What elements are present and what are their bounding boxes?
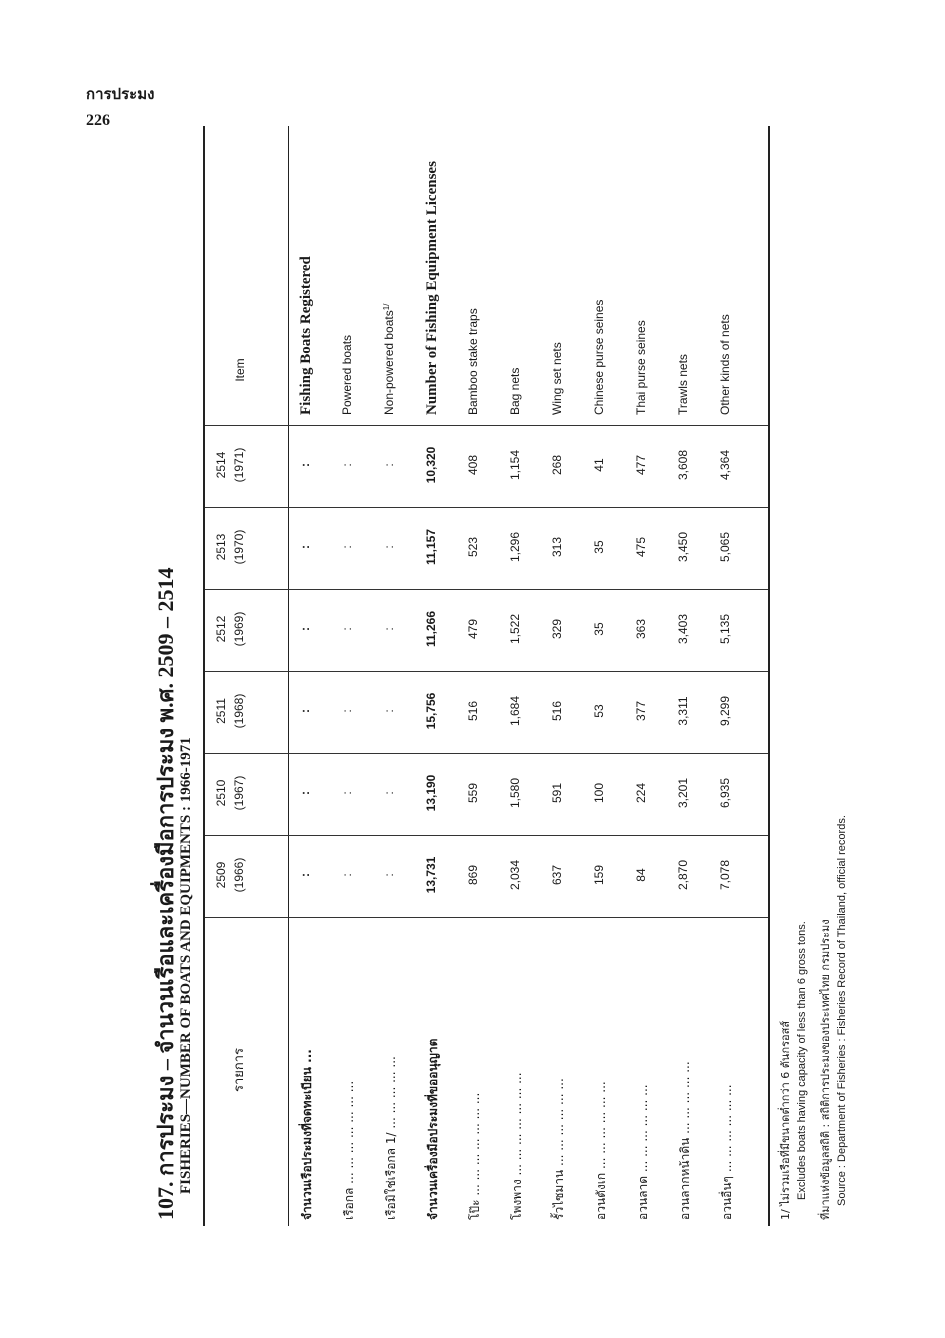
table-cell: 5,135 bbox=[718, 613, 732, 645]
table-cell: 35 bbox=[592, 540, 606, 554]
table-cell: : bbox=[340, 709, 354, 713]
row-label-en-text: Bag nets bbox=[508, 367, 522, 415]
year-ce: (1966) bbox=[232, 857, 246, 893]
row-label-en-text: Non-powered boats bbox=[382, 310, 396, 415]
table-cell: : bbox=[340, 463, 354, 467]
table-cell: 2,034 bbox=[508, 859, 522, 891]
row-label-en bbox=[676, 354, 690, 415]
year-header bbox=[212, 589, 248, 669]
table-cell: 408 bbox=[466, 454, 480, 476]
row-label-en-text: Thai purse seines bbox=[634, 320, 648, 415]
table-cell: 377 bbox=[634, 700, 648, 722]
year-header bbox=[212, 753, 248, 833]
row-label-en-text: Fishing Boats Registered bbox=[298, 256, 314, 415]
table-cell: 329 bbox=[550, 618, 564, 640]
table-cell: 475 bbox=[634, 536, 648, 558]
row-label-en bbox=[340, 335, 354, 415]
table-row bbox=[340, 150, 388, 1250]
row-label-en-text: Trawls nets bbox=[676, 354, 690, 415]
year-ce: (1967) bbox=[232, 775, 246, 811]
year-ce: (1971) bbox=[232, 447, 246, 483]
table-cell: 5,065 bbox=[718, 531, 732, 563]
row-label-en-text: Wing set nets bbox=[550, 342, 564, 415]
row-label-en bbox=[718, 314, 732, 415]
row-label-th: รั้วไซมาน ... ... ... ... ... ... bbox=[552, 1078, 566, 1220]
row-label-en-text: Other kinds of nets bbox=[718, 314, 732, 415]
table-cell: 13,190 bbox=[424, 774, 438, 812]
table-cell: : bbox=[382, 709, 396, 713]
row-label-th: จำนวนเครื่องมือประมงที่ขออนุญาต bbox=[426, 1038, 440, 1220]
row-label-th: อวนลากหน้าดิน ... ... ... ... ... bbox=[678, 1061, 692, 1220]
table-cell: 4,364 bbox=[718, 449, 732, 481]
table-cell: 869 bbox=[466, 864, 480, 886]
top-rule bbox=[203, 126, 205, 1226]
year-be: 2512 bbox=[214, 615, 228, 643]
table-row bbox=[298, 150, 346, 1250]
footnote-en: Excludes boats having capacity of less than 6 gross tons. bbox=[796, 921, 808, 1200]
table-row bbox=[634, 150, 682, 1250]
year-be: 2510 bbox=[214, 779, 228, 807]
table-cell: 84 bbox=[634, 868, 648, 882]
table-cell: 2,870 bbox=[676, 859, 690, 891]
year-be: 2513 bbox=[214, 533, 228, 561]
row-label-en-text: Number of Fishing Equipment Licenses bbox=[424, 161, 440, 415]
table-cell: : bbox=[340, 873, 354, 877]
year-ce: (1969) bbox=[232, 611, 246, 647]
table-cell: 13,731 bbox=[424, 856, 438, 894]
year-header bbox=[212, 425, 248, 505]
table-cell: : bbox=[340, 791, 354, 795]
table-cell: 1,296 bbox=[508, 531, 522, 563]
row-label-en bbox=[466, 308, 480, 415]
year-header bbox=[212, 835, 248, 915]
table-cell: 313 bbox=[550, 536, 564, 558]
table-cell: 3,450 bbox=[676, 531, 690, 563]
table-cell: 268 bbox=[550, 454, 564, 476]
table-cell: 15,756 bbox=[424, 692, 438, 730]
year-ce: (1970) bbox=[232, 529, 246, 565]
year-be: 2509 bbox=[214, 861, 228, 889]
table-cell: 3,311 bbox=[676, 696, 690, 726]
row-label-en-text: Bamboo stake traps bbox=[466, 308, 480, 415]
row-label-en-text: Chinese purse seines bbox=[592, 299, 606, 415]
table-cell: : bbox=[382, 627, 396, 631]
source-th: ที่มาแห่งข้อมูลสถิติ : สถิติการประมงของประเทศไทย กรมประมง bbox=[819, 919, 832, 1220]
table-cell: 9,299 bbox=[718, 695, 732, 727]
table-cell: 53 bbox=[592, 704, 606, 718]
row-label-th: โป๊ะ ... ... ... ... ... ... ... bbox=[468, 1092, 482, 1220]
year-header bbox=[212, 507, 248, 587]
table-cell: 7,078 bbox=[718, 859, 732, 891]
footnote-th: 1/ ไม่รวมเรือที่มีขนาดต่ำกว่า 6 ตันกรอสส์ bbox=[779, 1020, 792, 1220]
table-cell: 10,320 bbox=[424, 446, 438, 484]
page-number: 226 bbox=[86, 112, 110, 129]
table-row bbox=[508, 150, 556, 1250]
row-label-th: อวนตังเก ... ... ... ... ... ... bbox=[594, 1081, 608, 1220]
table-cell: 3,201 bbox=[676, 777, 690, 809]
table-cell: 1,154 bbox=[508, 449, 522, 481]
table-cell: 559 bbox=[466, 782, 480, 804]
row-label-th: อวนลาด ... ... ... ... ... ... bbox=[636, 1084, 650, 1220]
table-cell: 1,522 bbox=[508, 613, 522, 645]
row-label-en bbox=[550, 342, 564, 415]
footnote-marker: 1/ bbox=[382, 303, 391, 311]
table-cell: 591 bbox=[550, 782, 564, 804]
table-cell: : bbox=[298, 709, 312, 713]
table-number: 107. bbox=[153, 1181, 178, 1220]
rotated-table-block bbox=[148, 161, 848, 1250]
table-row bbox=[382, 150, 430, 1250]
item-header-en: Item bbox=[233, 358, 247, 382]
table-cell: 479 bbox=[466, 618, 480, 640]
table-cell: 159 bbox=[592, 864, 606, 886]
table-cell: 35 bbox=[592, 622, 606, 636]
table-row bbox=[466, 150, 514, 1250]
table-cell: : bbox=[382, 545, 396, 549]
table-cell: 224 bbox=[634, 782, 648, 804]
table-row bbox=[424, 150, 472, 1250]
row-label-th: โพงพาง ... ... ... ... ... ... ... bbox=[510, 1072, 524, 1220]
table-cell: 41 bbox=[592, 458, 606, 472]
header-rule bbox=[288, 126, 289, 1226]
row-label-en bbox=[298, 256, 315, 415]
table-cell: : bbox=[382, 791, 396, 795]
table-row bbox=[676, 150, 724, 1250]
year-be: 2514 bbox=[214, 451, 228, 479]
row-label-en bbox=[508, 368, 522, 415]
section-header: การประมง bbox=[86, 87, 155, 103]
table-cell: 100 bbox=[592, 782, 606, 804]
table-cell: : bbox=[340, 545, 354, 549]
row-label-th: จำนวนเรือประมงที่จดทะเบียน ... bbox=[300, 1049, 314, 1220]
table-row bbox=[718, 150, 766, 1250]
table-row bbox=[550, 150, 598, 1250]
table-cell: 1,580 bbox=[508, 777, 522, 809]
table-cell: 516 bbox=[466, 700, 480, 722]
row-label-en-text: Powered boats bbox=[340, 334, 354, 415]
bottom-rule bbox=[768, 126, 770, 1226]
row-label-th: เรือกล ... ... ... ... ... ... ... bbox=[342, 1080, 356, 1220]
table-title-th-text: การประมง – จำนวนเรือและเครื่องมือการประมง พ.ศ. 2509 – 2514 bbox=[153, 567, 178, 1176]
table-cell: 3,403 bbox=[676, 613, 690, 645]
row-label-en bbox=[382, 304, 396, 415]
table-cell: 523 bbox=[466, 536, 480, 558]
table-cell: 3,608 bbox=[676, 449, 690, 481]
source-en: Source : Department of Fisheries : Fisheries Record of Thailand, official records. bbox=[836, 815, 848, 1206]
table-row bbox=[592, 150, 640, 1250]
table-cell: : bbox=[298, 463, 312, 467]
table-cell: 363 bbox=[634, 618, 648, 640]
year-ce: (1968) bbox=[232, 693, 246, 729]
table-cell: : bbox=[298, 791, 312, 795]
table-cell: : bbox=[298, 545, 312, 549]
row-label-en bbox=[592, 300, 606, 415]
row-label-th: เรือมิใช่เรือกล 1/ ... ... ... ... ... bbox=[384, 1056, 398, 1220]
table-cell: : bbox=[382, 873, 396, 877]
table-cell: : bbox=[382, 463, 396, 467]
table-cell: 1,684 bbox=[508, 695, 522, 727]
table-cell: : bbox=[340, 627, 354, 631]
table-cell: : bbox=[298, 873, 312, 877]
item-header-th: รายการ bbox=[232, 1047, 247, 1093]
table-cell: : bbox=[298, 627, 312, 631]
table-cell: 6,935 bbox=[718, 777, 732, 809]
row-label-th: อวนอื่นๆ ... ... ... ... ... ... bbox=[720, 1084, 734, 1220]
table-cell: 477 bbox=[634, 454, 648, 476]
year-header bbox=[212, 671, 248, 751]
table-cell: 11,266 bbox=[424, 610, 438, 648]
table-cell: 637 bbox=[550, 864, 564, 886]
year-be: 2511 bbox=[214, 698, 228, 724]
table-cell: 516 bbox=[550, 700, 564, 722]
table-cell: 11,157 bbox=[424, 528, 438, 566]
table-title-en: FISHERIES—NUMBER OF BOATS AND EQUIPMENTS : 1966-1971 bbox=[178, 737, 194, 1194]
row-label-en bbox=[424, 161, 441, 415]
row-label-en bbox=[634, 320, 648, 415]
